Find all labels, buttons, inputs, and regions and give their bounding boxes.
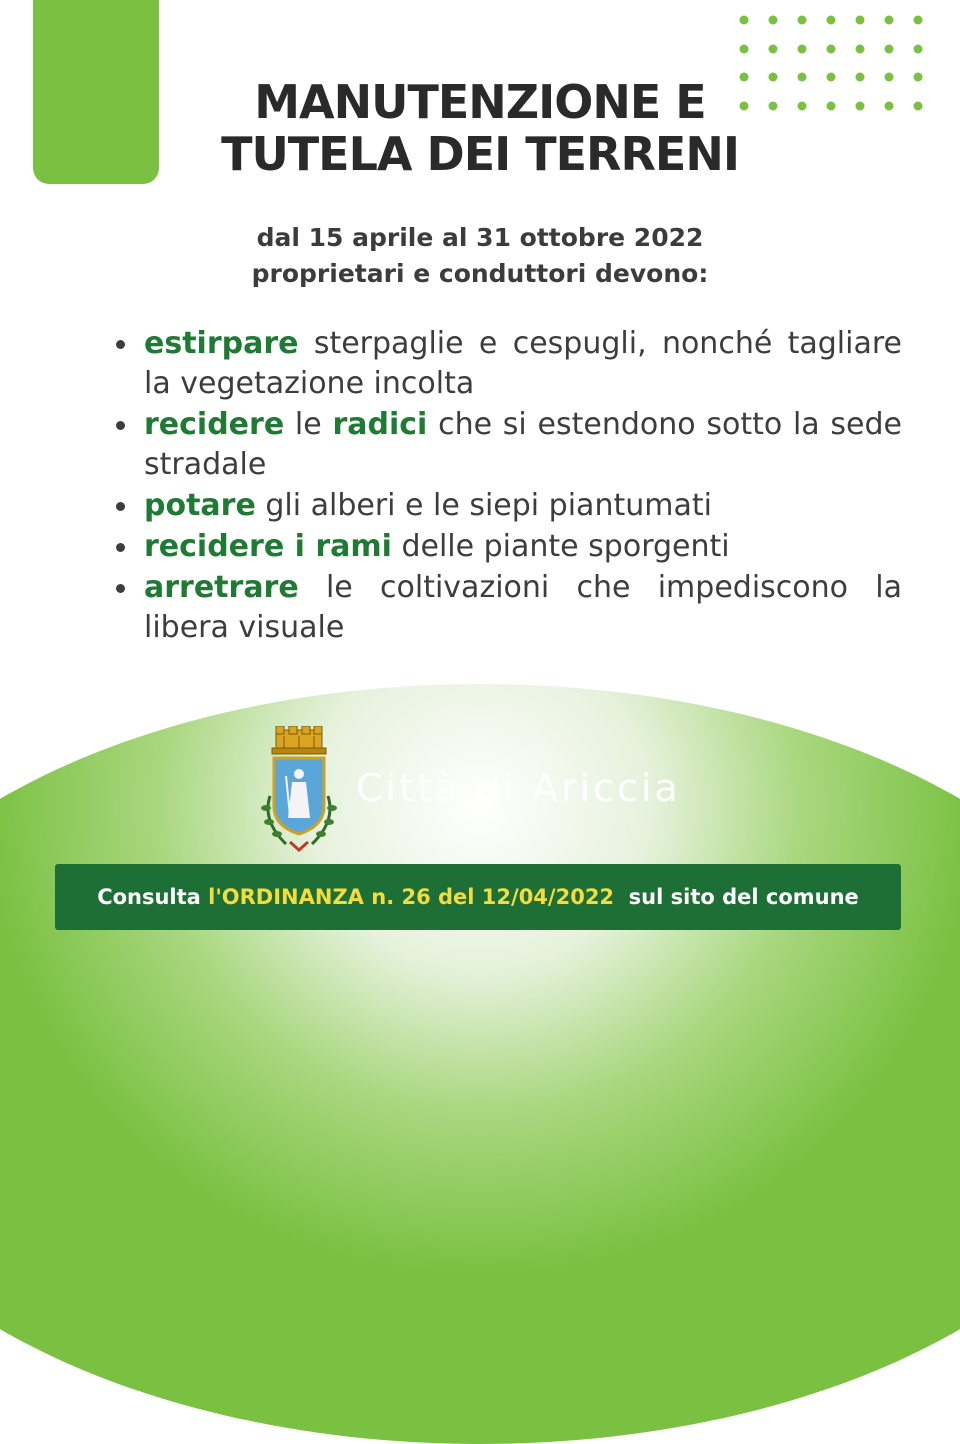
list-item — [112, 486, 902, 526]
bullet-keyword: potare — [144, 488, 256, 523]
subtitle-audience: proprietari e conduttori devono: — [251, 259, 709, 288]
city-name: Città di Ariccia — [356, 766, 681, 810]
ordinance-banner — [55, 864, 901, 930]
bullet-text: delle piante sporgenti — [391, 529, 730, 564]
subtitle-dates: dal 15 aprile al 31 ottobre 2022 — [256, 223, 704, 252]
list-item — [112, 527, 902, 567]
title-line-2: TUTELA DEI TERRENI — [221, 127, 739, 181]
bullet-text: che si estendono sotto la sede stradale — [144, 407, 902, 482]
list-item — [112, 324, 902, 404]
obligations-list — [112, 324, 902, 649]
bullet-text: gli alberi e le siepi piantumati — [255, 488, 712, 523]
title-line-1: MANUTENZIONE E — [254, 75, 706, 129]
bullet-text: le coltivazioni che impediscono la libera visuale — [144, 570, 902, 645]
banner-ordinance-reference: l'ORDINANZA n. 26 del 12/04/2022 — [208, 885, 615, 909]
bullet-keyword: arretrare — [144, 570, 299, 605]
list-item — [112, 568, 902, 648]
bullet-keyword: recidere — [144, 407, 285, 442]
bullet-text: sterpaglie e cespugli, nonché tagliare la vegetazione incolta — [144, 326, 902, 401]
page-title — [0, 76, 960, 180]
subtitle — [0, 220, 960, 292]
coat-of-arms-icon — [256, 726, 342, 854]
banner-text-pre: Consulta — [97, 885, 209, 909]
list-item — [112, 405, 902, 485]
bullet-text: le — [284, 407, 333, 442]
bullet-keyword: radici — [332, 407, 428, 442]
bullet-keyword: estirpare — [144, 326, 299, 361]
banner-text-post: sul sito del comune — [614, 885, 859, 909]
bullet-keyword: recidere i rami — [144, 529, 392, 564]
